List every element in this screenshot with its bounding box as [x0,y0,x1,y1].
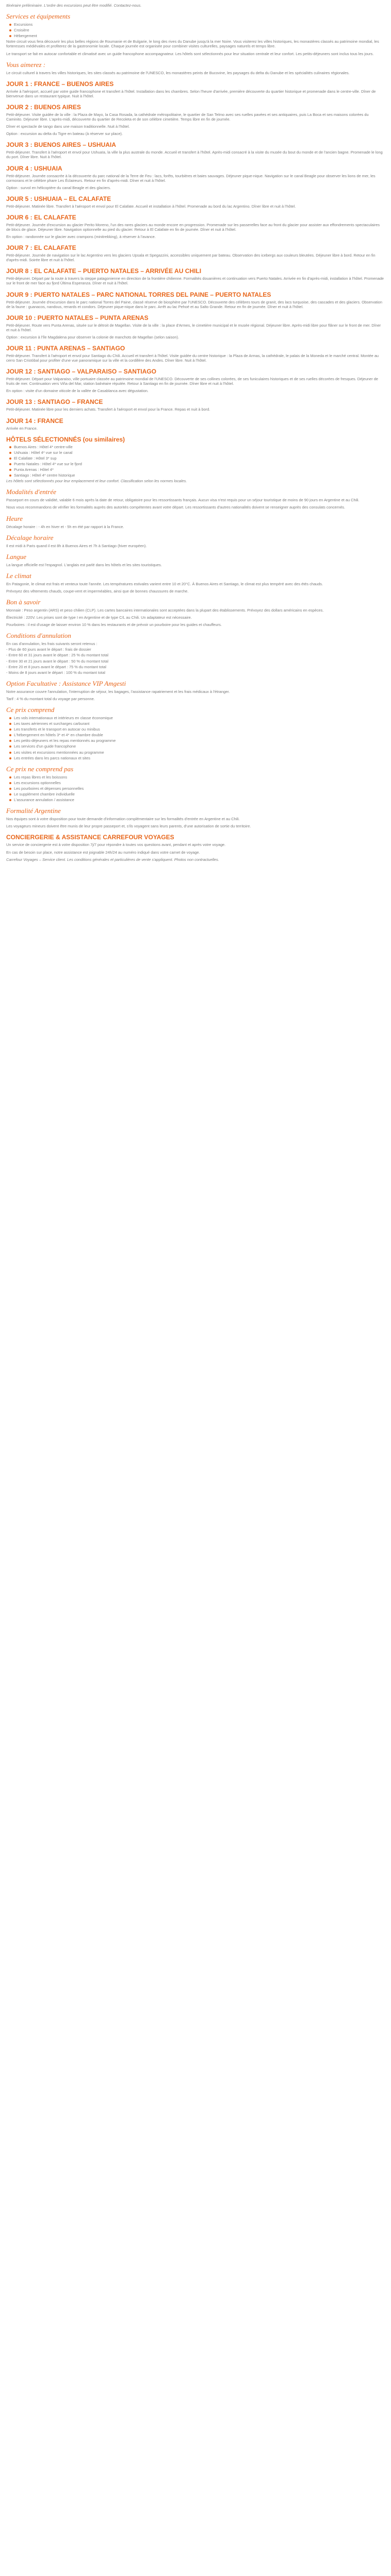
prix-item-label: L'hébergement en hôtels 3* et 4* en chambre double [14,733,103,738]
conditions-line: - Entre 30 et 21 jours avant le départ : 50 % du montant total [6,658,109,664]
langue-text: La langue officielle est l'espagnol. L'anglais est parlé dans les hôtels et les sites touristiques. [6,562,162,567]
formalite-text: Nos équipes sont à votre disposition pour toute demande d'information complémentaire sur les formalités d'entrée en Argentine et au Chili. [6,817,240,822]
day-title: JOUR 7 : EL CALAFATE [6,244,76,252]
bon-text: Pourboires : il est d'usage de laisser environ 10 % dans les restaurants et de prévoir un pourboire pour les guides et chauffeurs. [6,622,222,628]
services-item-label: Hébergement [14,33,37,39]
hotel-item-label: Santiago : Hôtel 4* centre historique [14,473,75,478]
hotel-item [9,450,385,455]
day-title: JOUR 4 : USHUAIA [6,164,62,172]
decalage-title: Décalage horaire [6,533,54,541]
formalite-text: Les voyageurs mineurs doivent être munis de leur propre passeport et, s'ils voyagent sans leurs parents, d'une autorisation de sortie du territoire. [6,824,251,829]
hotel-item-label: El Calafate : Hôtel 3* sup [14,455,57,461]
day-paragraph: Dîner et spectacle de tango dans une maison traditionnelle. Nuit à l'hôtel. [6,124,130,129]
bon-text: Électricité : 220V. Les prises sont de type I en Argentine et de type C/L au Chili. Un adaptateur est nécessaire. [6,615,192,620]
services-desc: Notre circuit vous fera découvrir les plus belles régions de Roumanie et de Bulgarie, le long des rives du Danube jusqu'à la mer Noire. Vous visiterez les villes historiques, les monastères classés au patrimoine mondial, les forteresses médiévales et profiterez de la gastronomie locale. Chaque journée est organisée pour combiner visites culturelles, paysages naturels et temps libre. [6,39,379,49]
assurance-text: Notre assurance couvre l'annulation, l'interruption de séjour, les bagages, l'assistance rapatriement et les frais médicaux à l'étranger. [6,689,230,694]
prix-item [9,727,385,732]
decalage-text: Il est midi à Paris quand il est 8h à Buenos Aires et 7h à Santiago (hiver européen). [6,543,147,548]
hotel-item [9,456,385,461]
day-title: JOUR 1 : FRANCE – BUENOS AIRES [6,80,114,88]
services-item-label: Croisière [14,28,29,33]
bullet-dot [9,734,11,736]
bullet-dot [9,463,11,465]
services-title: Services et équipements [6,12,71,21]
conditions-line: - Entre 20 et 8 jours avant le départ : 75 % du montant total [6,664,106,669]
bullet-dot [9,799,11,801]
day-title: JOUR 14 : FRANCE [6,417,63,425]
nonprix-item-label: Les repas libres et les boissons [14,774,68,779]
conditions-list [6,641,385,675]
hotels-note: Les hôtels sont sélectionnés pour leur emplacement et leur confort. Classification selon les normes locales. [6,479,187,484]
nonprix-item [9,798,385,802]
prix-item [9,733,385,737]
assurance-title: Option Facultative : Assistance VIP Amgesti [6,679,126,687]
nonprix-item [9,786,385,791]
bullet-dot [9,757,11,759]
day-title: JOUR 6 : EL CALAFATE [6,213,76,221]
day-paragraph: Option : survol en hélicoptère du canal Beagle et des glaciers. [6,185,111,190]
modalites-title: Modalités d'entrée [6,488,57,496]
hotel-item [9,445,385,449]
climat-title: Le climat [6,571,31,580]
nonprix-item-label: Les pourboires et dépenses personnelles [14,786,84,791]
day-paragraph: Option : excursion à l'île Magdalena pour observer la colonie de manchots de Magellan (selon saison). [6,334,180,340]
prix-item [9,721,385,726]
heure-title: Heure [6,514,23,522]
prix-item-label: Les vols internationaux et intérieurs en classe économique [14,716,113,720]
bullet-dot [9,452,11,454]
hotel-item [9,467,385,472]
services-item [9,22,385,27]
day-title: JOUR 13 : SANTIAGO – FRANCE [6,398,103,406]
nonprix-item-label: L'assurance annulation / assistance [14,798,74,803]
nonprix-item [9,792,385,796]
climat-text: En Patagonie, le climat est frais et venteux toute l'année. Les températures estivales varient entre 10 et 20°C. À Buenos Aires et Santiago, le climat est plus tempéré avec des étés chauds. [6,581,323,586]
hotel-item-label: Puerto Natales : Hôtel 4* vue sur le fjord [14,461,82,466]
prix-list [6,716,385,760]
nonprix-item-label: Le supplément chambre individuelle [14,792,75,797]
bullet-dot [9,740,11,742]
bullet-dot [9,29,11,31]
bullet-dot [9,446,11,448]
bullet-dot [9,474,11,477]
assurance-text: Tarif : 4 % du montant total du voyage par personne. [6,696,95,701]
prix-item-label: Les taxes aériennes et surcharges carburant [14,721,90,726]
day-title: JOUR 12 : SANTIAGO – VALPARAISO – SANTIAGO [6,368,156,376]
day-paragraph: Petit-déjeuner. Départ par la route à travers la steppe patagonienne en direction de la frontière chilienne. Formalités douanières et continuation vers Puerto Natales. Arrivée en fin d'après-midi, installation à l'hôtel. Promenade sur le front de mer face au fjord Última Esperanza. Dîner et nuit à l'hôtel. [6,276,384,286]
prix-item-label: Les petits-déjeuners et les repas mentionnés au programme [14,738,116,743]
prix-item-label: Les services d'un guide francophone [14,744,76,749]
heure-text: Décalage horaire : - 4h en hiver et - 5h en été par rapport à la France. [6,524,124,529]
day-title: JOUR 10 : PUERTO NATALES – PUNTA ARENAS [6,314,149,321]
prix-item-label: Les visites et excursions mentionnées au programme [14,750,104,755]
conditions-line: - Plus de 60 jours avant le départ : frais de dossier [6,647,91,652]
modalites-text: Nous vous recommandons de vérifier les formalités auprès des autorités compétentes avant votre départ. Les ressortissants d'autres nationalités doivent se renseigner auprès des consulats concernés. [6,505,346,510]
day-paragraph: Petit-déjeuner. Transfert à l'aéroport et envol pour Ushuaïa, la ville la plus australe du monde. Accueil et transfert à l'hôtel. Après-midi consacré à la visite du musée du bout du monde et de l'ancien bagne. Promenade le long du port. Dîner libre. Nuit à l'hôtel. [6,150,383,160]
concierge-text: En cas de besoin sur place, notre assistance est joignable 24h/24 au numéro indiqué dans votre carnet de voyage. [6,850,200,855]
prix-title: Ce prix comprend [6,706,55,714]
bon-title: Bon à savoir [6,598,41,606]
day-paragraph: Petit-déjeuner. Matinée libre pour les derniers achats. Transfert à l'aéroport et envol pour la France. Repas et nuit à bord. [6,407,210,412]
hotel-item [9,462,385,466]
day-paragraph: Option : excursion au delta du Tigre en bateau (à réserver sur place). [6,131,123,137]
prix-item [9,750,385,755]
day-paragraph: Petit-déjeuner. Journée consacrée à la découverte du parc national de la Terre de Feu : lacs, forêts, tourbières et baies sauvages. Déjeuner pique-nique. Navigation sur le canal Beagle pour observer les lions de mer, les cormorans et le célèbre phare Les Éclaireurs. Retour en fin d'après-midi. Dîner et nuit à l'hôtel. [6,173,376,183]
day-title: JOUR 2 : BUENOS AIRES [6,103,81,111]
bullet-dot [9,745,11,748]
nonprix-item-label: Les excursions optionnelles [14,780,61,785]
day-title: JOUR 9 : PUERTO NATALES – PARC NATIONAL TORRES DEL PAINE – PUERTO NATALES [6,291,271,298]
prix-item-label: Les transferts et le transport en autocar ou minibus [14,727,100,732]
bullet-dot [9,728,11,731]
bullet-dot [9,776,11,778]
concierge-text: Un service de conciergerie est à votre disposition 7j/7 pour répondre à toutes vos questions avant, pendant et après votre voyage. [6,842,226,848]
day-title: JOUR 3 : BUENOS AIRES – USHUAIA [6,141,116,149]
day-paragraph: Arrivée en France. [6,426,38,431]
services-item [9,33,385,38]
bullet-dot [9,788,11,790]
prix-item [9,738,385,743]
day-paragraph: En option : randonnée sur le glacier avec crampons (minitrekking), à réserver à l'avance. [6,234,156,240]
nonprix-item [9,775,385,779]
day-paragraph: Petit-déjeuner. Journée d'excursion dans le parc national Torres del Paine, classé réserve de biosphère par l'UNESCO. Découverte des célèbres tours de granit, des lacs turquoise, des cascades et des glaciers. Observation de la faune : guanacos, nandous, renards et condors. Déjeuner pique-nique dans le parc. Arrêt au lac Pehoé et au Salto Grande. Retour en fin de journée. Dîner et nuit à l'hôtel. [6,299,383,309]
day-title: JOUR 11 : PUNTA ARENAS – SANTIAGO [6,345,125,352]
prix-item [9,716,385,720]
intro-note: Itinéraire préliminaire. L'ordre des excursions peut être modifié. Contactez-nous. [6,3,142,8]
day-paragraph: Petit-déjeuner. Journée d'excursion au glacier Perito Moreno, l'un des rares glaciers au monde encore en progression. Promenade sur les passerelles face au front du glacier pour assister aux effondrements spectaculaires de blocs de glace. Déjeuner libre. Navigation optionnelle au pied du glacier. Retour à El Calafate en fin de journée. Dîner et nuit à l'hôtel. [6,222,380,232]
nonprix-list [6,775,385,802]
day-paragraph: Petit-déjeuner. Visite guidée de la ville : la Plaza de Mayo, la Casa Rosada, la cathédrale métropolitaine, le quartier de San Telmo avec ses ruelles pavées et ses antiquaires, puis La Boca et ses maisons colorées du Caminito. Déjeuner libre. L'après-midi, découverte du quartier de Recoleta et de son célèbre cimetière. Temps libre en fin de journée. [6,112,369,122]
day-paragraph: Petit-déjeuner. Départ pour Valparaiso, ville portuaire classée au patrimoine mondial de l'UNESCO. Découverte de ses collines colorées, de ses funiculaires historiques et de ses ruelles décorées de fresques. Déjeuner de fruits de mer. Continuation vers Viña del Mar, station balnéaire réputée. Retour à Santiago en fin de journée. Dîner libre et nuit à l'hôtel. [6,377,379,386]
day-paragraph: Petit-déjeuner. Transfert à l'aéroport et envol pour Santiago du Chili. Accueil et transfert à l'hôtel. Visite guidée du centre historique : la Plaza de Armas, la cathédrale, le palais de la Moneda et le marché central. Montée au cerro San Cristóbal pour profiter d'une vue panoramique sur la ville et la cordillère des Andes. Dîner libre. Nuit à l'hôtel. [6,353,379,363]
concierge-text: Carrefour Voyages – Service client. Les conditions générales et particulières de vente s'appliquent. Photos non contractuelles. [6,857,219,862]
page [0,0,391,862]
bullet-dot [9,469,11,471]
services-item [9,28,385,32]
day-paragraph: Arrivée à l'aéroport, accueil par votre guide francophone et transfert à l'hôtel. Installation dans les chambres. Selon l'heure d'arrivée, première découverte du quartier historique et promenade dans le centre-ville. Dîner de bienvenue dans un restaurant typique. Nuit à l'hôtel. [6,89,376,98]
bullet-dot [9,793,11,795]
interest-title: Vous aimerez : [6,60,46,69]
day-paragraph: Petit-déjeuner. Journée de navigation sur le lac Argentino vers les glaciers Upsala et Spegazzini, accessibles uniquement par bateau. Observation des icebergs aux couleurs bleutées. Déjeuner libre à bord. Retour en fin d'après-midi. Soirée libre et nuit à l'hôtel. [6,253,376,263]
formalite-title: Formalité Argentine [6,807,61,815]
prix-item [9,744,385,749]
services-item-label: Excursions [14,22,33,27]
day-paragraph: Petit-déjeuner. Matinée libre. Transfert à l'aéroport et envol pour El Calafate. Accueil et installation à l'hôtel. Promenade au bord du lac Argentino. Dîner libre et nuit à l'hôtel. [6,204,296,209]
langue-title: Langue [6,552,26,561]
hotels-list [6,445,385,478]
bullet-dot [9,752,11,754]
conditions-line: En cas d'annulation, les frais suivants seront retenus : [6,641,97,647]
prix-item-label: Les entrées dans les parcs nationaux et sites [14,755,90,760]
bon-text: Monnaie : Peso argentin (ARS) et peso chilien (CLP). Les cartes bancaires internationales sont acceptées dans la plupart des établissements. Prévoyez des dollars américains en espèces. [6,607,324,613]
modalites-text: Passeport en cours de validité, valable 6 mois après la date de retour, obligatoire pour les ressortissants français. Aucun visa n'est requis pour un séjour touristique de moins de 90 jours en Argentine et au Chili. [6,498,360,503]
prix-item [9,756,385,760]
bullet-dot [9,717,11,719]
concierge-title: CONCIERGERIE & ASSISTANCE CARREFOUR VOYAGES [6,834,174,841]
interest-text: Le circuit culturel à travers les villes historiques, les sites classés au patrimoine de l'UNESCO, les monastères peints de Bucovine, les paysages du delta du Danube et les spécialités culinaires régionales. [6,70,350,75]
bullet-dot [9,457,11,460]
bullet-dot [9,35,11,37]
conditions-line: - Moins de 8 jours avant le départ : 100 % du montant total [6,670,105,675]
bullet-dot [9,782,11,784]
day-paragraph: En option : visite d'un domaine viticole de la vallée de Casablanca avec dégustation. [6,388,149,394]
hotels-title: HÔTELS SÉLECTIONNÉS (ou similaires) [6,435,125,443]
itinerary [6,80,385,431]
day-paragraph: Petit-déjeuner. Route vers Punta Arenas, située sur le détroit de Magellan. Visite de la ville : la place d'Armes, le cimetière municipal et le musée régional. Déjeuner libre. Après-midi libre pour flâner sur le front de mer. Dîner et nuit à l'hôtel. [6,323,381,332]
hotel-item [9,473,385,478]
bullet-dot [9,723,11,725]
hotel-item-label: Punta Arenas : Hôtel 4* [14,467,54,472]
hotel-item-label: Buenos Aires : Hôtel 4* centre-ville [14,444,73,449]
day-title: JOUR 8 : EL CALAFATE – PUERTO NATALES – ARRIVÉE AU CHILI [6,267,202,275]
nonprix-title: Ce prix ne comprend pas [6,765,74,773]
conditions-line: - Entre 60 et 31 jours avant le départ : 25 % du montant total [6,653,109,658]
conditions-title: Conditions d'annulation [6,632,71,640]
services-desc: Le transport se fait en autocar confortable et climatisé avec un guide francophone accompagnateur. Les hôtels sont sélectionnés pour leur situation centrale et leur confort. Les petits-déjeuners sont inclus tous les jours. [6,51,374,56]
day-title: JOUR 5 : USHUAIA – EL CALAFATE [6,195,111,202]
nonprix-item [9,781,385,785]
climat-text: Prévoyez des vêtements chauds, coupe-vent et imperméables, ainsi que de bonnes chaussures de marche. [6,588,189,594]
bullet-dot [9,24,11,26]
hotel-item-label: Ushuaia : Hôtel 4* vue sur le canal [14,450,73,455]
